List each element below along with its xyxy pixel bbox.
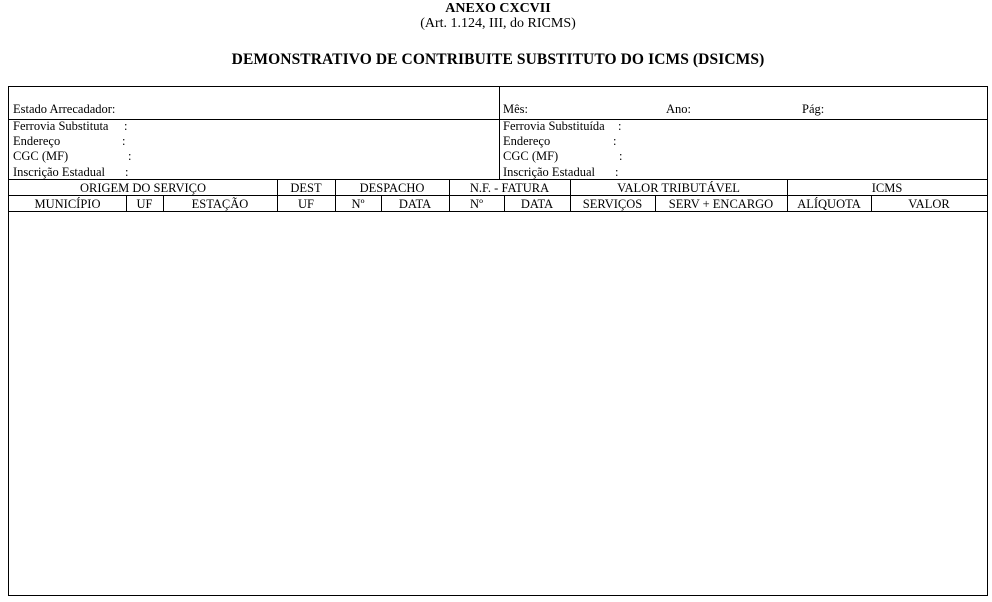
group-valor-tributavel: VALOR TRIBUTÁVEL xyxy=(617,181,740,195)
cgc-label: CGC (MF) xyxy=(13,149,69,163)
ferrovia-substituida-label: Ferrovia Substituída xyxy=(503,119,605,133)
inscricao-colon: : xyxy=(125,165,129,179)
group-nf-fatura: N.F. - FATURA xyxy=(469,181,550,195)
cgc-colon: : xyxy=(128,149,132,163)
right-cgc-colon: : xyxy=(619,149,623,163)
right-inscricao-label: Inscrição Estadual xyxy=(503,165,595,179)
ferrovia-substituta-label: Ferrovia Substituta xyxy=(13,119,109,133)
col-nf-numero: Nº xyxy=(470,197,483,211)
col-uf: UF xyxy=(136,197,153,211)
col-estacao: ESTAÇÃO xyxy=(191,197,249,211)
mes-label: Mês: xyxy=(503,102,528,116)
inscricao-label: Inscrição Estadual xyxy=(13,165,105,179)
right-cgc-label: CGC (MF) xyxy=(503,149,559,163)
right-endereco-colon: : xyxy=(613,134,617,148)
ano-label: Ano: xyxy=(666,102,691,116)
divider-info-split xyxy=(499,87,500,180)
endereco-colon: : xyxy=(122,134,126,148)
form-frame xyxy=(8,86,988,596)
col-municipio: MUNICÍPIO xyxy=(34,197,101,211)
col-valor: VALOR xyxy=(908,197,950,211)
col-servicos: SERVIÇOS xyxy=(582,197,643,211)
col-nf-data: DATA xyxy=(520,197,554,211)
group-icms: ICMS xyxy=(871,181,903,195)
right-endereco-label: Endereço xyxy=(503,134,551,148)
group-despacho: DESPACHO xyxy=(359,181,425,195)
group-dest: DEST xyxy=(290,181,322,195)
divider-estado xyxy=(9,119,987,120)
pag-label: Pág: xyxy=(802,102,825,116)
endereco-label: Endereço xyxy=(13,134,61,148)
col-despacho-numero: Nº xyxy=(351,197,365,211)
legal-reference: (Art. 1.124, III, do RICMS) xyxy=(420,16,576,31)
ferrovia-substituta-colon: : xyxy=(124,119,128,133)
annex-title: ANEXO CXCVII xyxy=(445,1,551,16)
col-aliquota: ALÍQUOTA xyxy=(797,197,861,211)
document-title: DEMONSTRATIVO DE CONTRIBUITE SUBSTITUTO DO ICMS (DSICMS) xyxy=(231,51,765,68)
estado-arrecadador-label: Estado Arrecadador: xyxy=(13,102,116,116)
col-despacho-data: DATA xyxy=(398,197,432,211)
divider-group-header xyxy=(9,195,987,196)
group-origem-servico: ORIGEM DO SERVIÇO xyxy=(79,181,207,195)
table-body-empty[interactable] xyxy=(9,212,987,595)
ferrovia-substituida-colon: : xyxy=(618,119,622,133)
col-dest-uf: UF xyxy=(298,197,314,211)
col-serv-encargo: SERV + ENCARGO xyxy=(668,197,774,211)
divider-info-bottom xyxy=(9,179,987,180)
right-inscricao-colon: : xyxy=(615,165,619,179)
